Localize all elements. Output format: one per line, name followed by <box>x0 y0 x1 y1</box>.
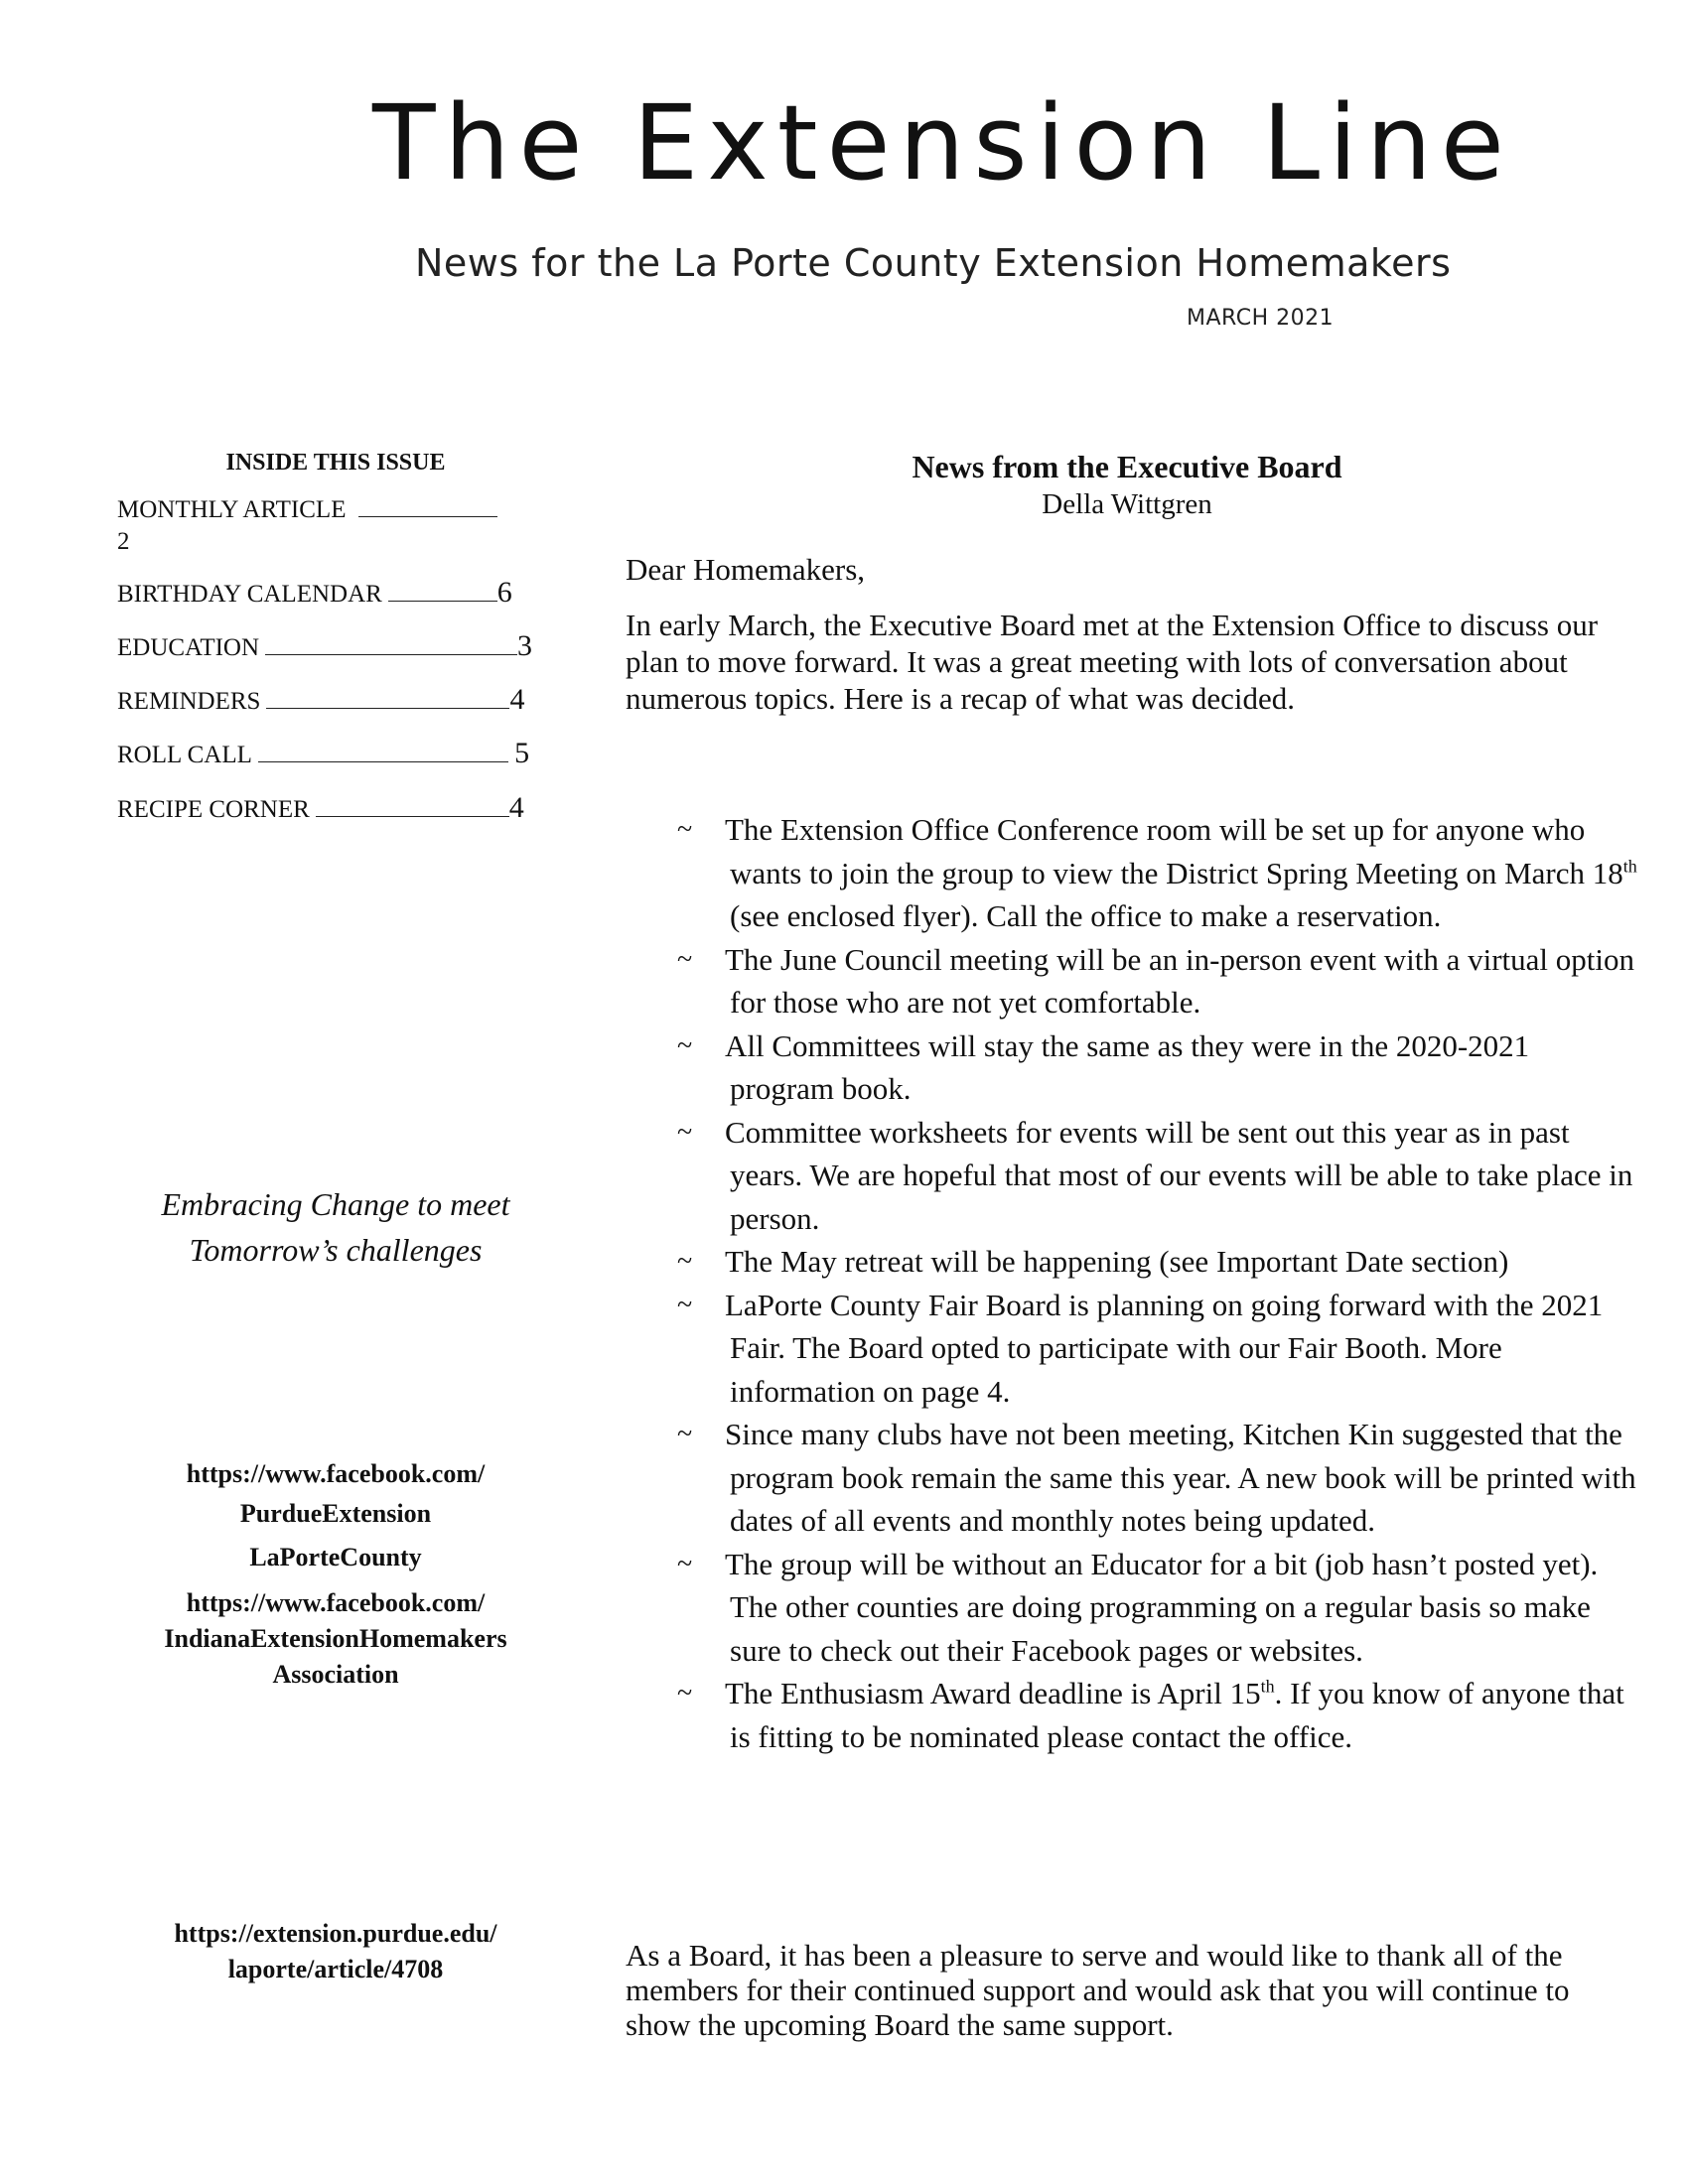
list-item-text: The Enthusiasm Award deadline is April 15 <box>725 1676 1261 1710</box>
bullet-marker: ~ <box>677 814 693 845</box>
list-item <box>626 1413 1638 1543</box>
list-item <box>626 1284 1638 1414</box>
article-intro: In early March, the Executive Board met at the Extension Office to discuss our plan to move forward. It was a great meeting with lots of conversation about numerous topics. Here is a recap of what was decided. <box>626 608 1599 716</box>
purdue-extension-article-link[interactable] <box>117 1916 554 1987</box>
bullet-marker: ~ <box>677 1116 693 1148</box>
article-author: Della Wittgren <box>1042 488 1212 520</box>
toc-page-number: 4 <box>509 683 525 716</box>
list-item <box>626 1024 1638 1111</box>
tagline-line: Tomorrow’s challenges <box>189 1232 483 1268</box>
bullet-marker: ~ <box>677 1678 693 1708</box>
toc-heading: INSIDE THIS ISSUE <box>225 450 446 476</box>
newsletter-title: The Extension Line <box>372 82 1513 204</box>
toc-label: RECIPE CORNER <box>117 796 310 823</box>
list-item <box>626 938 1638 1024</box>
list-item-text: LaPorte County Fair Board is planning on going forward with the 2021 Fair. The Board opted to participate with our Fair Booth. More information on page 4. <box>725 1287 1604 1409</box>
toc-item-education[interactable] <box>117 629 544 663</box>
link-line: LaPorteCounty <box>249 1543 422 1571</box>
link-line: PurdueExtension <box>239 1499 432 1528</box>
link-line: https://www.facebook.com/ <box>186 1588 486 1617</box>
list-item-text: Since many clubs have not been meeting, Kitchen Kin suggested that the program book remain the same this year. A new book will be printed with dates of all events and monthly notes being updated. <box>725 1417 1636 1538</box>
tagline-line: Embracing Change to meet <box>161 1186 510 1222</box>
toc-item-birthday-calendar[interactable] <box>117 576 544 610</box>
toc-page-number: 4 <box>508 791 524 824</box>
toc-label: ROLL CALL <box>117 742 252 768</box>
tagline <box>117 1181 554 1273</box>
article-closing: As a Board, it has been a pleasure to serve and would like to thank all of the members for their continued support and would ask that you will continue to show the upcoming Board the same support. <box>626 1938 1570 2042</box>
list-item-text: The group will be without an Educator for a bit (job hasn’t posted yet). The other counties are doing programming on a regular basis so make sure to check out their Facebook pages or websites. <box>725 1546 1599 1668</box>
list-item <box>626 1543 1638 1673</box>
list-item-text: The May retreat will be happening (see Important Date section) <box>725 1244 1509 1279</box>
list-item-text: . If you know of anyone that is fitting to be nominated please contact the office. <box>730 1676 1624 1754</box>
link-line: https://extension.purdue.edu/ <box>174 1919 497 1948</box>
toc-page-number: 5 <box>514 737 530 769</box>
article-greeting: Dear Homemakers, <box>626 552 866 587</box>
list-item-text: Committee worksheets for events will be sent out this year as in past years. We are hopeful that most of our events will be able to take place in person. <box>725 1114 1633 1236</box>
list-item-text: (see enclosed flyer). Call the office to make a reservation. <box>730 898 1442 933</box>
bullet-marker: ~ <box>677 1029 693 1061</box>
toc-item-reminders[interactable] <box>117 683 544 717</box>
list-item-text: The June Council meeting will be an in-person event with a virtual option for those who are not yet comfortable. <box>725 941 1635 1020</box>
bullet-marker: ~ <box>677 943 693 975</box>
list-item-text: All Committees will stay the same as they were in the 2020-2021 program book. <box>725 1027 1530 1106</box>
link-line: IndianaExtensionHomemakers <box>164 1624 507 1653</box>
bullet-marker: ~ <box>677 1548 693 1579</box>
toc-label: REMINDERS <box>117 688 261 715</box>
bullet-marker: ~ <box>677 1246 693 1277</box>
facebook-link-purdue-extension-laporte[interactable] <box>117 1454 554 1577</box>
list-item <box>626 1240 1638 1284</box>
toc-label: EDUCATION <box>117 634 260 661</box>
toc-item-roll-call[interactable] <box>117 737 544 770</box>
bullet-marker: ~ <box>677 1419 693 1449</box>
recap-list <box>626 808 1638 1758</box>
link-line: laporte/article/4708 <box>227 1955 444 1983</box>
bullet-marker: ~ <box>677 1289 693 1320</box>
toc-page-number: 6 <box>496 576 512 609</box>
newsletter-subtitle: News for the La Porte County Extension Homemakers <box>415 241 1452 285</box>
list-item <box>626 808 1638 938</box>
toc-item-monthly-article[interactable] <box>117 496 544 524</box>
article-heading: News from the Executive Board <box>912 449 1342 484</box>
list-item <box>626 1111 1638 1241</box>
link-line: https://www.facebook.com/ <box>186 1459 486 1488</box>
issue-date: MARCH 2021 <box>1187 306 1335 331</box>
superscript: th <box>1260 1676 1275 1697</box>
toc-page-number: 2 <box>117 528 130 555</box>
link-line: Association <box>272 1660 399 1689</box>
list-item-text: The Extension Office Conference room will be set up for anyone who wants to join the group to view the District Spring Meeting on March 18 <box>725 812 1623 890</box>
toc-label: BIRTHDAY CALENDAR <box>117 581 382 608</box>
toc-label: MONTHLY ARTICLE <box>117 496 347 523</box>
toc-page-number: 3 <box>517 629 533 662</box>
list-item <box>626 1672 1638 1758</box>
facebook-link-indiana-homemakers[interactable] <box>117 1585 554 1693</box>
superscript: th <box>1622 856 1637 877</box>
toc-item-recipe-corner[interactable] <box>117 791 544 825</box>
